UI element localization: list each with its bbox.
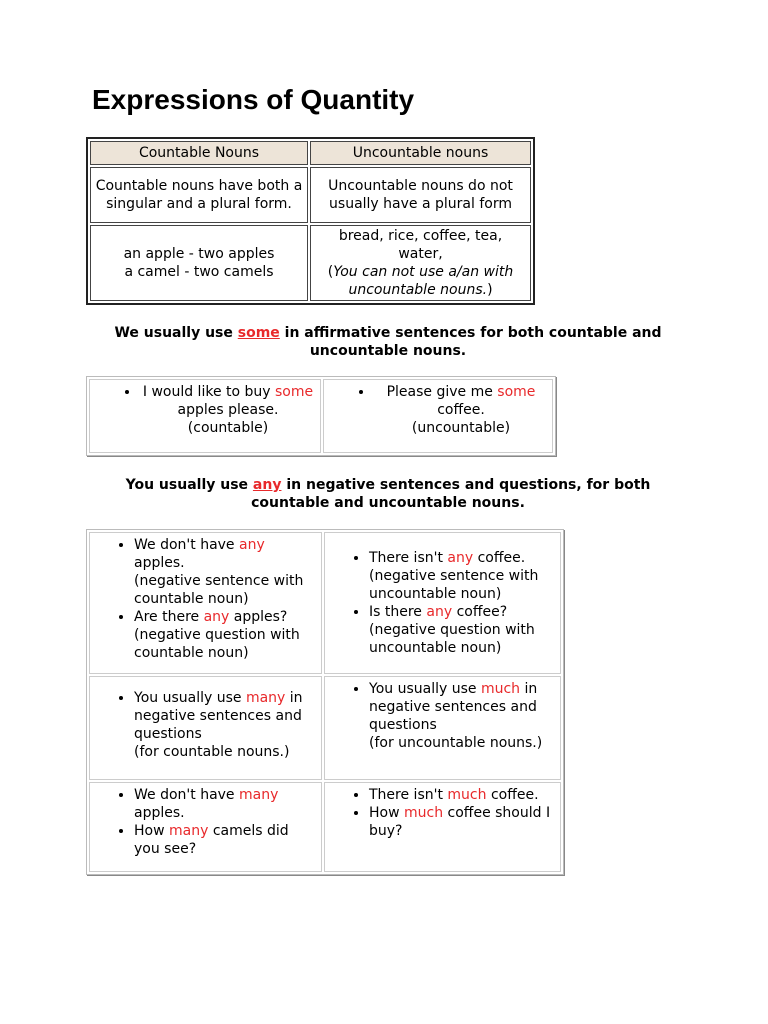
many-rule-cell	[89, 676, 322, 780]
list-item: • You usually use much in negative sentences and questions (for uncountable nouns.)	[369, 680, 556, 752]
uncountable-note: (You can not use a/an with uncountable nouns.)	[327, 264, 514, 298]
list-item: • How much coffee should I buy?	[369, 804, 556, 840]
some-rule: We usually use some in affirmative sentences for both countable and uncountable nouns.	[114, 325, 662, 359]
much-rule-cell	[324, 676, 561, 780]
countable-example-2: a camel - two camels	[124, 264, 274, 280]
uncountable-definition: Uncountable nouns do not usually have a plural form	[310, 167, 531, 223]
nouns-table	[86, 137, 535, 305]
page-title: Expressions of Quantity	[92, 84, 415, 115]
header-uncountable: Uncountable nouns	[310, 141, 531, 165]
list-item: • There isn't much coffee.	[369, 786, 556, 804]
uncountable-example-line: bread, rice, coffee, tea, water,	[338, 228, 503, 262]
countable-example-1: an apple - two apples	[123, 246, 275, 262]
much-examples-cell	[324, 782, 561, 872]
countable-examples	[90, 225, 308, 301]
list-item: • There isn't any coffee. (negative sentence with uncountable noun)	[369, 549, 556, 603]
list-item: • We don't have many apples.	[134, 786, 317, 822]
list-item: • Please give me some coffee. (uncountable)	[374, 383, 548, 437]
some-example-countable	[89, 379, 321, 453]
any-uncountable-cell	[324, 532, 561, 674]
any-rule: You usually use any in negative sentences and questions, for both countable and uncountable nouns.	[125, 477, 651, 511]
list-item: • How many camels did you see?	[134, 822, 317, 858]
uncountable-examples	[310, 225, 531, 301]
list-item: • We don't have any apples. (negative sentence with countable noun)	[134, 536, 317, 608]
list-item: • I would like to buy some apples please. (countable)	[140, 383, 316, 437]
many-examples-cell	[89, 782, 322, 872]
list-item: • You usually use many in negative sentences and questions (for countable nouns.)	[134, 689, 317, 761]
countable-definition: Countable nouns have both a singular and a plural form.	[90, 167, 308, 223]
some-examples-table	[86, 376, 556, 456]
list-item: • Are there any apples? (negative question with countable noun)	[134, 608, 317, 662]
some-example-uncountable	[323, 379, 553, 453]
list-item: • Is there any coffee? (negative question with uncountable noun)	[369, 603, 556, 657]
quantity-grid	[86, 529, 564, 875]
any-countable-cell	[89, 532, 322, 674]
header-countable: Countable Nouns	[90, 141, 308, 165]
